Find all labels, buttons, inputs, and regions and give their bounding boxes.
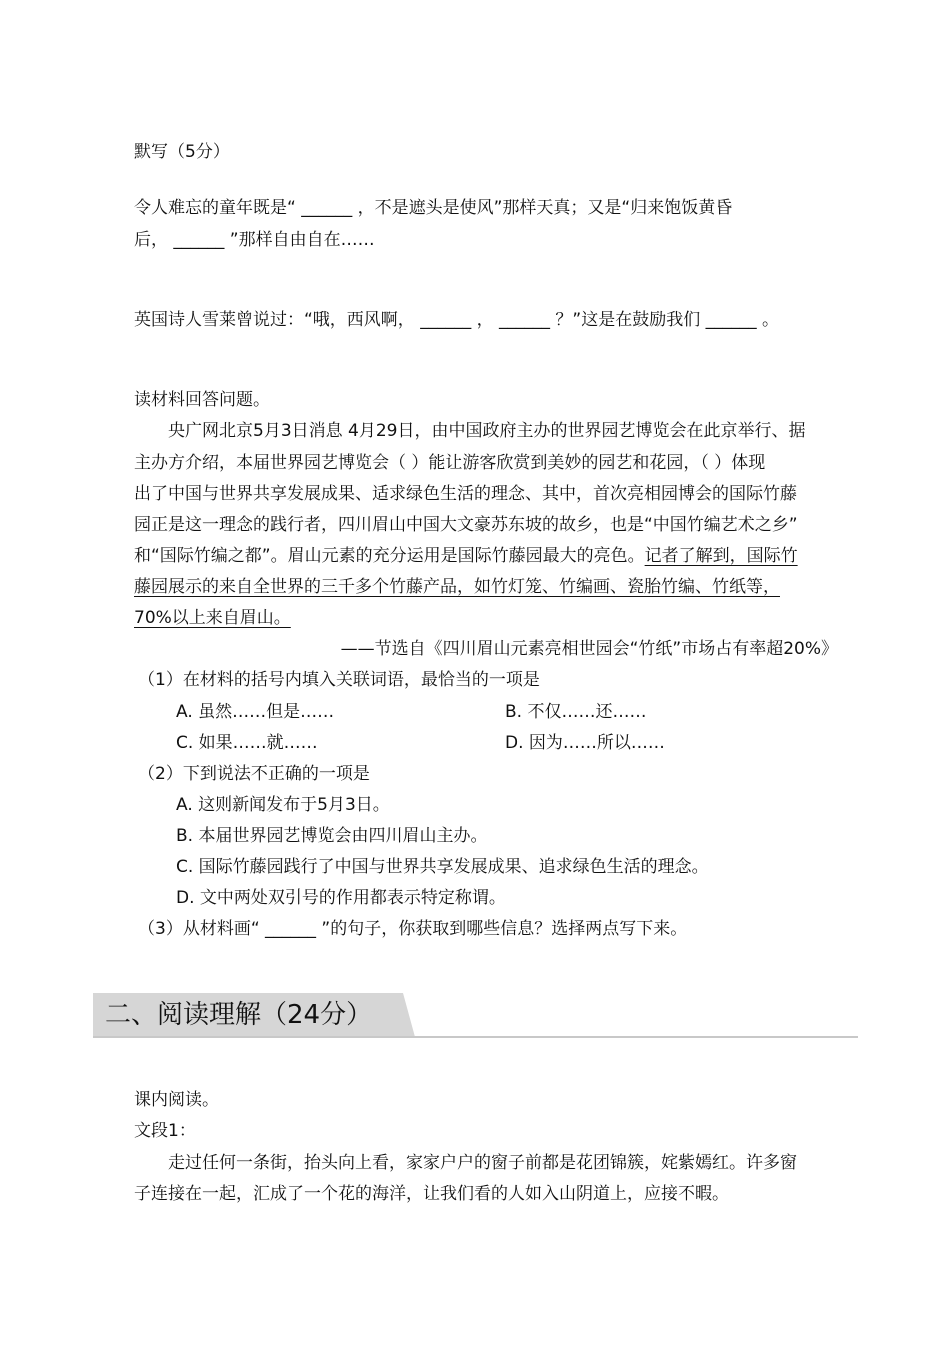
section-title: 二、阅读理解（24分） (105, 1000, 373, 1030)
option-1c: C. 如果……就…… (176, 733, 318, 753)
section-header-rule (93, 1036, 858, 1038)
sub-question-1: （1）在材料的括号内填入关联词语，最恰当的一项是 (138, 670, 540, 690)
passage-label: 文段1： (134, 1121, 196, 1141)
passage-line: 子连接在一起，汇成了一个花的海洋，让我们看的人如入山阴道上，应接不暇。 (134, 1184, 729, 1204)
underlined-sentence: 记者了解到，国际竹 (644, 546, 798, 566)
option-2c: C. 国际竹藤园践行了中国与世界共享发展成果、追求绿色生活的理念。 (176, 857, 709, 877)
material-para-plain: 和“国际竹编之都”。眉山元素的充分运用是国际竹藤园最大的亮色。 (134, 546, 645, 566)
material-para-line: 主办方介绍，本届世界园艺博览会（ ）能让游客欣赏到美妙的园艺和花园，（ ）体现 (134, 453, 766, 473)
dictation-line-2: 英国诗人雪莱曾说过：“哦，西风啊， ______ ， ______ ？”这是在鼓励我们 ______ 。 (134, 310, 780, 330)
passage-line: 走过任何一条街，抬头向上看，家家户户的窗子前都是花团锦簇，姹紫嫣红。许多窗 (168, 1153, 797, 1173)
material-heading: 读材料回答问题。 (134, 390, 270, 410)
option-2a: A. 这则新闻发布于5月3日。 (176, 795, 390, 815)
material-source: ——节选自《四川眉山元素亮相世园会“竹纸”市场占有率超20%》 (340, 639, 838, 659)
section-intro: 课内阅读。 (134, 1090, 219, 1110)
material-para-line: 央广网北京5月3日消息 4月29日，由中国政府主办的世界园艺博览会在此京举行、据 (168, 421, 806, 441)
material-para-line (134, 545, 798, 567)
underlined-sentence: 藤园展示的来自全世界的三千多个竹藤产品，如竹灯笼、竹编画、瓷胎竹编、竹纸等， (134, 577, 780, 597)
underlined-sentence: 70%以上来自眉山。 (134, 608, 291, 628)
dictation-heading: 默写（5分） (134, 142, 230, 162)
option-2b: B. 本届世界园艺博览会由四川眉山主办。 (176, 826, 488, 846)
sub-question-3: （3）从材料画“ ______ ”的句子，你获取到哪些信息？选择两点写下来。 (138, 919, 688, 939)
material-para-line: 出了中国与世界共享发展成果、适求绿色生活的理念、其中，首次亮相园博会的国际竹藤 (134, 484, 797, 504)
dictation-line-1b: 后， ______ ”那样自由自在…… (134, 230, 375, 250)
option-2d: D. 文中两处双引号的作用都表示特定称谓。 (176, 888, 506, 908)
option-1a: A. 虽然……但是…… (176, 702, 335, 722)
sub-question-2: （2）下到说法不正确的一项是 (138, 764, 370, 784)
section-header (93, 993, 858, 1039)
material-para-line: 园正是这一理念的践行者，四川眉山中国大文豪苏东坡的故乡，也是“中国竹编艺术之乡” (134, 515, 798, 535)
option-1d: D. 因为……所以…… (505, 733, 665, 753)
option-1b: B. 不仅……还…… (505, 702, 647, 722)
dictation-line-1a: 令人难忘的童年既是“ ______ ，不是遮头是使风”那样天真；又是“归来饱饭黄昏 (134, 198, 733, 218)
